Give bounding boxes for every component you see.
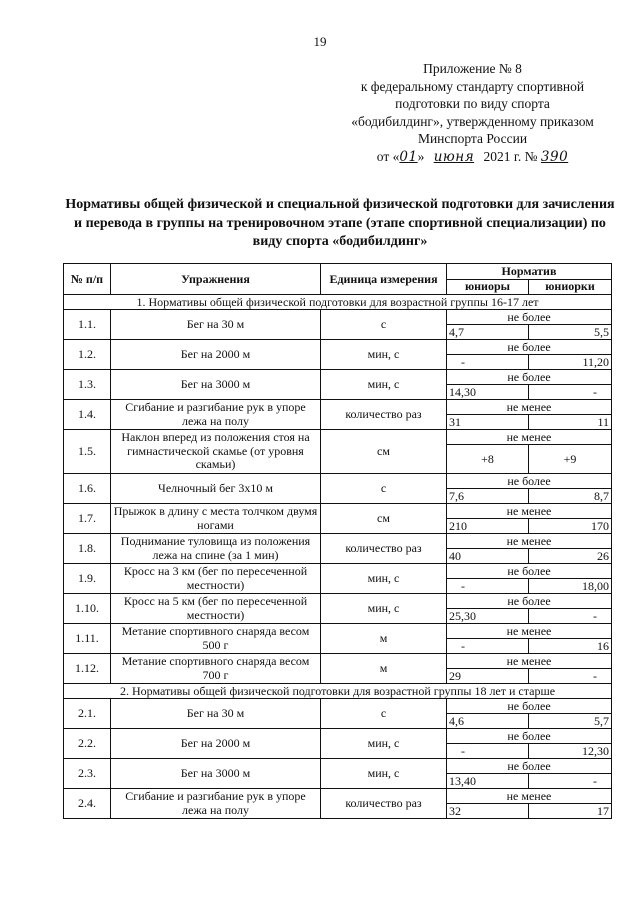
norm-condition: не более [447,474,612,489]
value-juniors-m: 14,30 [447,385,529,400]
header-norm: Норматив [447,264,612,280]
norm-condition: не более [447,340,612,355]
row-number: 2.3. [64,759,111,789]
norm-condition: не более [447,370,612,385]
measure-unit: с [321,699,447,729]
section-heading: 1. Нормативы общей физической подготовки для возрастной группы 16-17 лет [64,295,612,310]
table-row [64,370,612,385]
table-body [64,295,612,819]
exercise-name: Метание спортивного снаряда весом 700 г [111,654,321,684]
table-row [64,729,612,744]
measure-unit: см [321,430,447,474]
value-juniors-m: 7,6 [447,489,529,504]
header-num: № п/п [64,264,111,295]
exercise-name: Бег на 2000 м [111,340,321,370]
value-juniors-m: - [447,355,529,370]
norm-condition: не менее [447,534,612,549]
value-juniors-f: 11,20 [529,355,612,370]
row-number: 1.2. [64,340,111,370]
norm-condition: не менее [447,654,612,669]
table-row [64,400,612,415]
exercise-name: Кросс на 5 км (бег по пересеченной местности) [111,594,321,624]
value-juniors-f: 5,7 [529,714,612,729]
value-juniors-f: - [529,609,612,624]
appendix-line: к федеральному стандарту спортивной [360,78,585,94]
value-juniors-f: 8,7 [529,489,612,504]
appendix-line: подготовки по виду спорта [395,96,550,112]
appendix-line: «бодибилдинг», утвержденному приказом [351,113,594,129]
exercise-name: Прыжок в длину с места толчком двумя ногами [111,504,321,534]
value-juniors-f: 17 [529,804,612,819]
table-row [64,654,612,669]
table-row [64,564,612,579]
appendix-date-line [330,148,615,167]
value-juniors-m: - [447,639,529,654]
row-number: 1.6. [64,474,111,504]
measure-unit: мин, с [321,564,447,594]
exercise-name: Метание спортивного снаряда весом 500 г [111,624,321,654]
table-row [64,534,612,549]
date-month-handwritten: июня [433,148,475,165]
norm-condition: не более [447,594,612,609]
value-juniors-f: 11 [529,415,612,430]
value-juniors-m: 32 [447,804,529,819]
value-juniors-f: +9 [529,445,612,474]
header-unit: Единица измерения [321,264,447,295]
row-number: 1.10. [64,594,111,624]
table-row [64,430,612,445]
date-mid: » [417,148,428,164]
measure-unit: мин, с [321,729,447,759]
measure-unit: с [321,474,447,504]
row-number: 1.11. [64,624,111,654]
exercise-name: Сгибание и разгибание рук в упоре лежа на полу [111,400,321,430]
standards-table [63,263,612,819]
value-juniors-m: - [447,744,529,759]
table-row [64,340,612,355]
section-row [64,295,612,310]
norm-condition: не менее [447,504,612,519]
header-juniors-f: юниорки [529,279,612,295]
page-number: 19 [313,34,327,49]
norm-condition: не менее [447,400,612,415]
exercise-name: Бег на 30 м [111,699,321,729]
row-number: 1.1. [64,310,111,340]
row-number: 1.3. [64,370,111,400]
measure-unit: мин, с [321,370,447,400]
value-juniors-f: 18,00 [529,579,612,594]
measure-unit: мин, с [321,340,447,370]
table-row [64,759,612,774]
value-juniors-m: 40 [447,549,529,564]
value-juniors-m: 4,7 [447,325,529,340]
table-row [64,789,612,804]
date-year: 2021 г. № [480,148,541,164]
value-juniors-f: 5,5 [529,325,612,340]
measure-unit: мин, с [321,594,447,624]
exercise-name: Кросс на 3 км (бег по пересеченной местности) [111,564,321,594]
row-number: 2.2. [64,729,111,759]
exercise-name: Бег на 2000 м [111,729,321,759]
norm-condition: не менее [447,789,612,804]
value-juniors-f: 26 [529,549,612,564]
value-juniors-m: - [447,579,529,594]
order-number-handwritten: 390 [540,148,569,165]
appendix-line: Минспорта России [417,131,528,147]
value-juniors-f: - [529,385,612,400]
document-title: Нормативы общей физической и специальной физической подготовки для зачисления и перевода в группы на тренировочном этапе (этапе спортивной специализации) по виду спорта «бодибилдинг» [65,197,615,249]
row-number: 2.4. [64,789,111,819]
header-exercises: Упражнения [111,264,321,295]
measure-unit: мин, с [321,759,447,789]
table-row [64,594,612,609]
table-row [64,699,612,714]
value-juniors-m: 13,40 [447,774,529,789]
appendix-block [330,60,615,167]
appendix-line: Приложение № 8 [423,61,522,76]
exercise-name: Челночный бег 3x10 м [111,474,321,504]
section-heading: 2. Нормативы общей физической подготовки для возрастной группы 18 лет и старше [64,684,612,699]
measure-unit: см [321,504,447,534]
exercise-name: Бег на 30 м [111,310,321,340]
date-day-handwritten: 01 [399,148,418,165]
table-row [64,474,612,489]
exercise-name: Бег на 3000 м [111,370,321,400]
measure-unit: м [321,654,447,684]
value-juniors-m: 29 [447,669,529,684]
exercise-name: Сгибание и разгибание рук в упоре лежа на полу [111,789,321,819]
value-juniors-f: - [529,669,612,684]
row-number: 1.7. [64,504,111,534]
measure-unit: количество раз [321,400,447,430]
value-juniors-m: 25,30 [447,609,529,624]
row-number: 1.12. [64,654,111,684]
table-row [64,624,612,639]
row-number: 2.1. [64,699,111,729]
measure-unit: м [321,624,447,654]
value-juniors-m: +8 [447,445,529,474]
value-juniors-f: - [529,774,612,789]
norm-condition: не более [447,759,612,774]
norm-condition: не более [447,564,612,579]
table-row [64,504,612,519]
exercise-name: Бег на 3000 м [111,759,321,789]
norm-condition: не более [447,310,612,325]
value-juniors-m: 31 [447,415,529,430]
value-juniors-f: 16 [529,639,612,654]
value-juniors-m: 210 [447,519,529,534]
date-prefix: от « [376,148,400,164]
value-juniors-f: 170 [529,519,612,534]
norm-condition: не менее [447,624,612,639]
norm-condition: не более [447,699,612,714]
measure-unit: количество раз [321,789,447,819]
row-number: 1.9. [64,564,111,594]
exercise-name: Наклон вперед из положения стоя на гимнастической скамье (от уровня скамьи) [111,430,321,474]
measure-unit: с [321,310,447,340]
exercise-name: Поднимание туловища из положения лежа на спине (за 1 мин) [111,534,321,564]
measure-unit: количество раз [321,534,447,564]
section-row [64,684,612,699]
row-number: 1.8. [64,534,111,564]
norm-condition: не менее [447,430,612,445]
row-number: 1.4. [64,400,111,430]
value-juniors-m: 4,6 [447,714,529,729]
table-row [64,310,612,325]
value-juniors-f: 12,30 [529,744,612,759]
row-number: 1.5. [64,430,111,474]
norm-condition: не более [447,729,612,744]
header-juniors-m: юниоры [447,279,529,295]
